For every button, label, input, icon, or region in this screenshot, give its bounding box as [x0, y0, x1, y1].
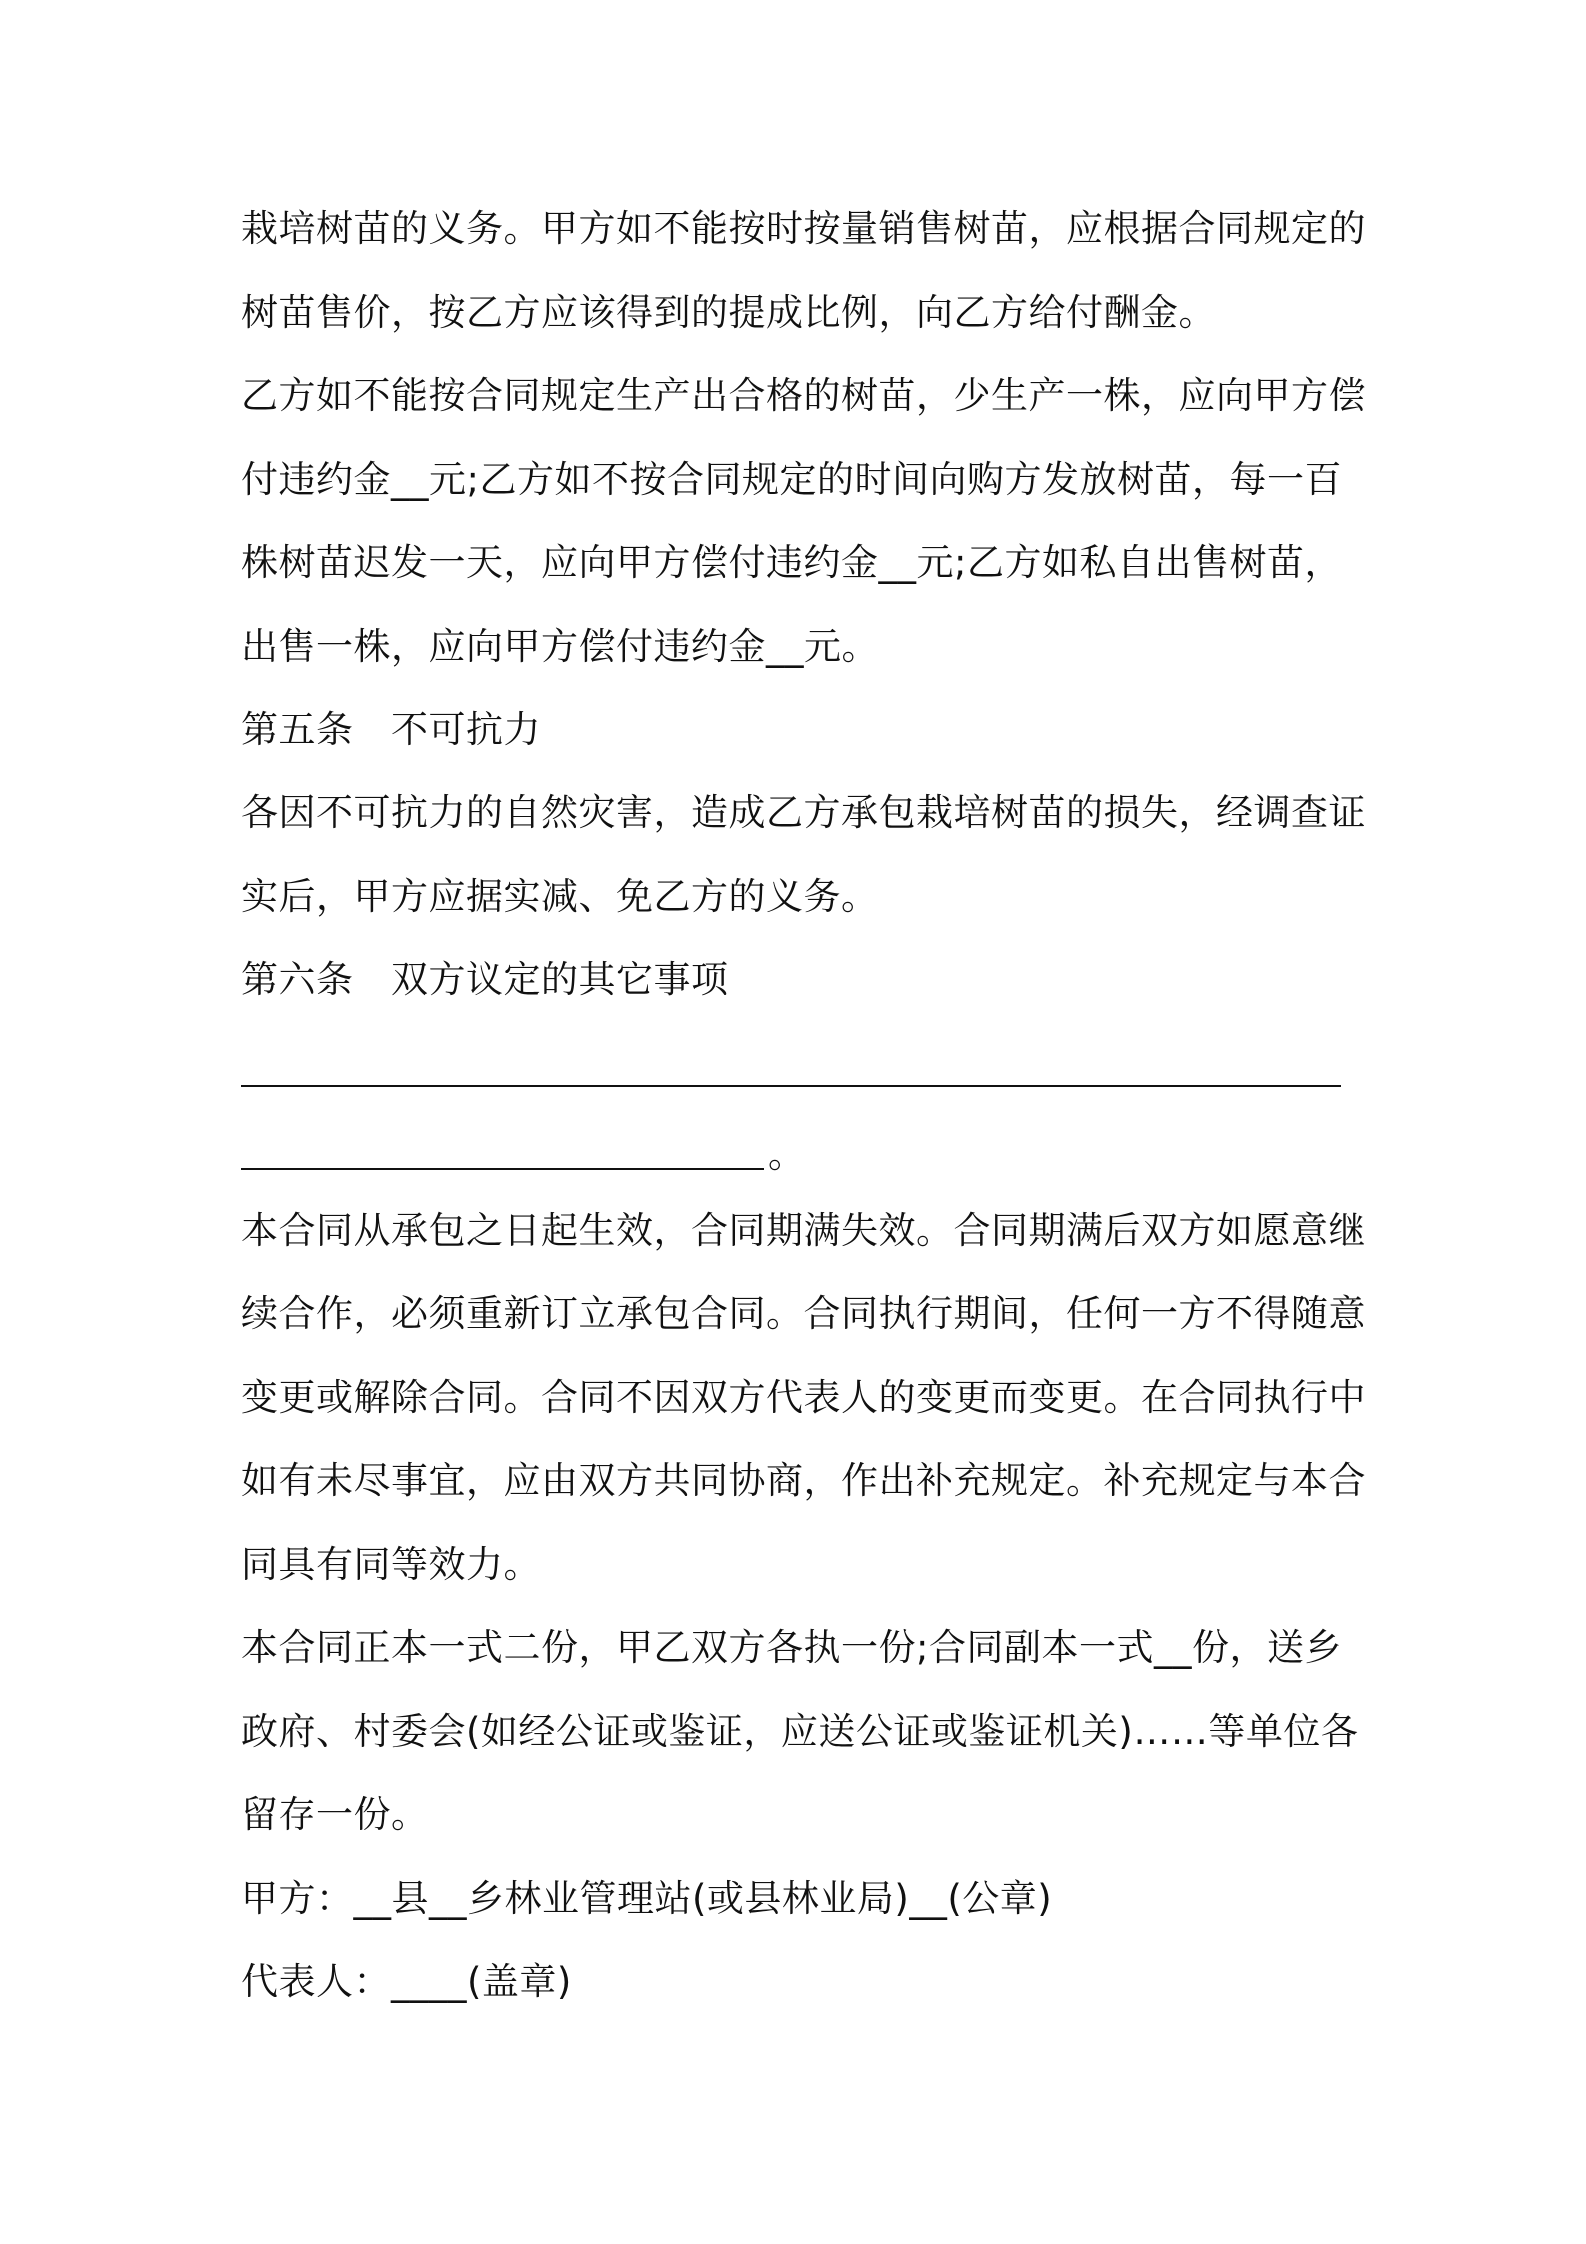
text-line: 本合同正本一式二份，甲乙双方各执一份;合同副本一式__份，送乡 [241, 1626, 1342, 1669]
text-line: 乙方如不能按合同规定生产出合格的树苗，少生产一株，应向甲方偿 [241, 374, 1366, 417]
text-line: 留存一份。 [241, 1793, 429, 1836]
section-heading-article-5: 第五条 不可抗力 [241, 708, 541, 751]
text-line: 各因不可抗力的自然灾害，造成乙方承包栽培树苗的损失，经调查证 [241, 791, 1366, 834]
fill-in-blank-line [241, 1085, 1341, 1087]
text-line: 树苗售价，按乙方应该得到的提成比例，向乙方给付酬金。 [241, 291, 1216, 334]
text-line: 株树苗迟发一天，应向甲方偿付违约金__元;乙方如私自出售树苗， [241, 541, 1342, 584]
fill-in-blank-line [241, 1168, 764, 1170]
text-line: 同具有同等效力。 [241, 1543, 541, 1586]
text-line: 出售一株，应向甲方偿付违约金__元。 [241, 625, 879, 668]
representative-signature-line: 代表人：____(盖章) [241, 1960, 572, 2003]
party-a-signature-line: 甲方：__县__乡林业管理站(或县林业局)__(公章) [241, 1877, 1053, 1920]
blank-end-period: 。 [768, 1133, 805, 1176]
text-line: 实后，甲方应据实减、免乙方的义务。 [241, 875, 879, 918]
text-line: 变更或解除合同。合同不因双方代表人的变更而变更。在合同执行中 [241, 1376, 1366, 1419]
text-line: 栽培树苗的义务。甲方如不能按时按量销售树苗，应根据合同规定的 [241, 207, 1366, 250]
text-line: 续合作，必须重新订立承包合同。合同执行期间，任何一方不得随意 [241, 1292, 1366, 1335]
section-heading-article-6: 第六条 双方议定的其它事项 [241, 958, 729, 1001]
text-line: 付违约金__元;乙方如不按合同规定的时间向购方发放树苗，每一百 [241, 458, 1342, 501]
text-line: 如有未尽事宜，应由双方共同协商，作出补充规定。补充规定与本合 [241, 1459, 1366, 1502]
text-line: 政府、村委会(如经公证或鉴证，应送公证或鉴证机关)……等单位各 [241, 1710, 1359, 1753]
text-line: 本合同从承包之日起生效，合同期满失效。合同期满后双方如愿意继 [241, 1209, 1366, 1252]
